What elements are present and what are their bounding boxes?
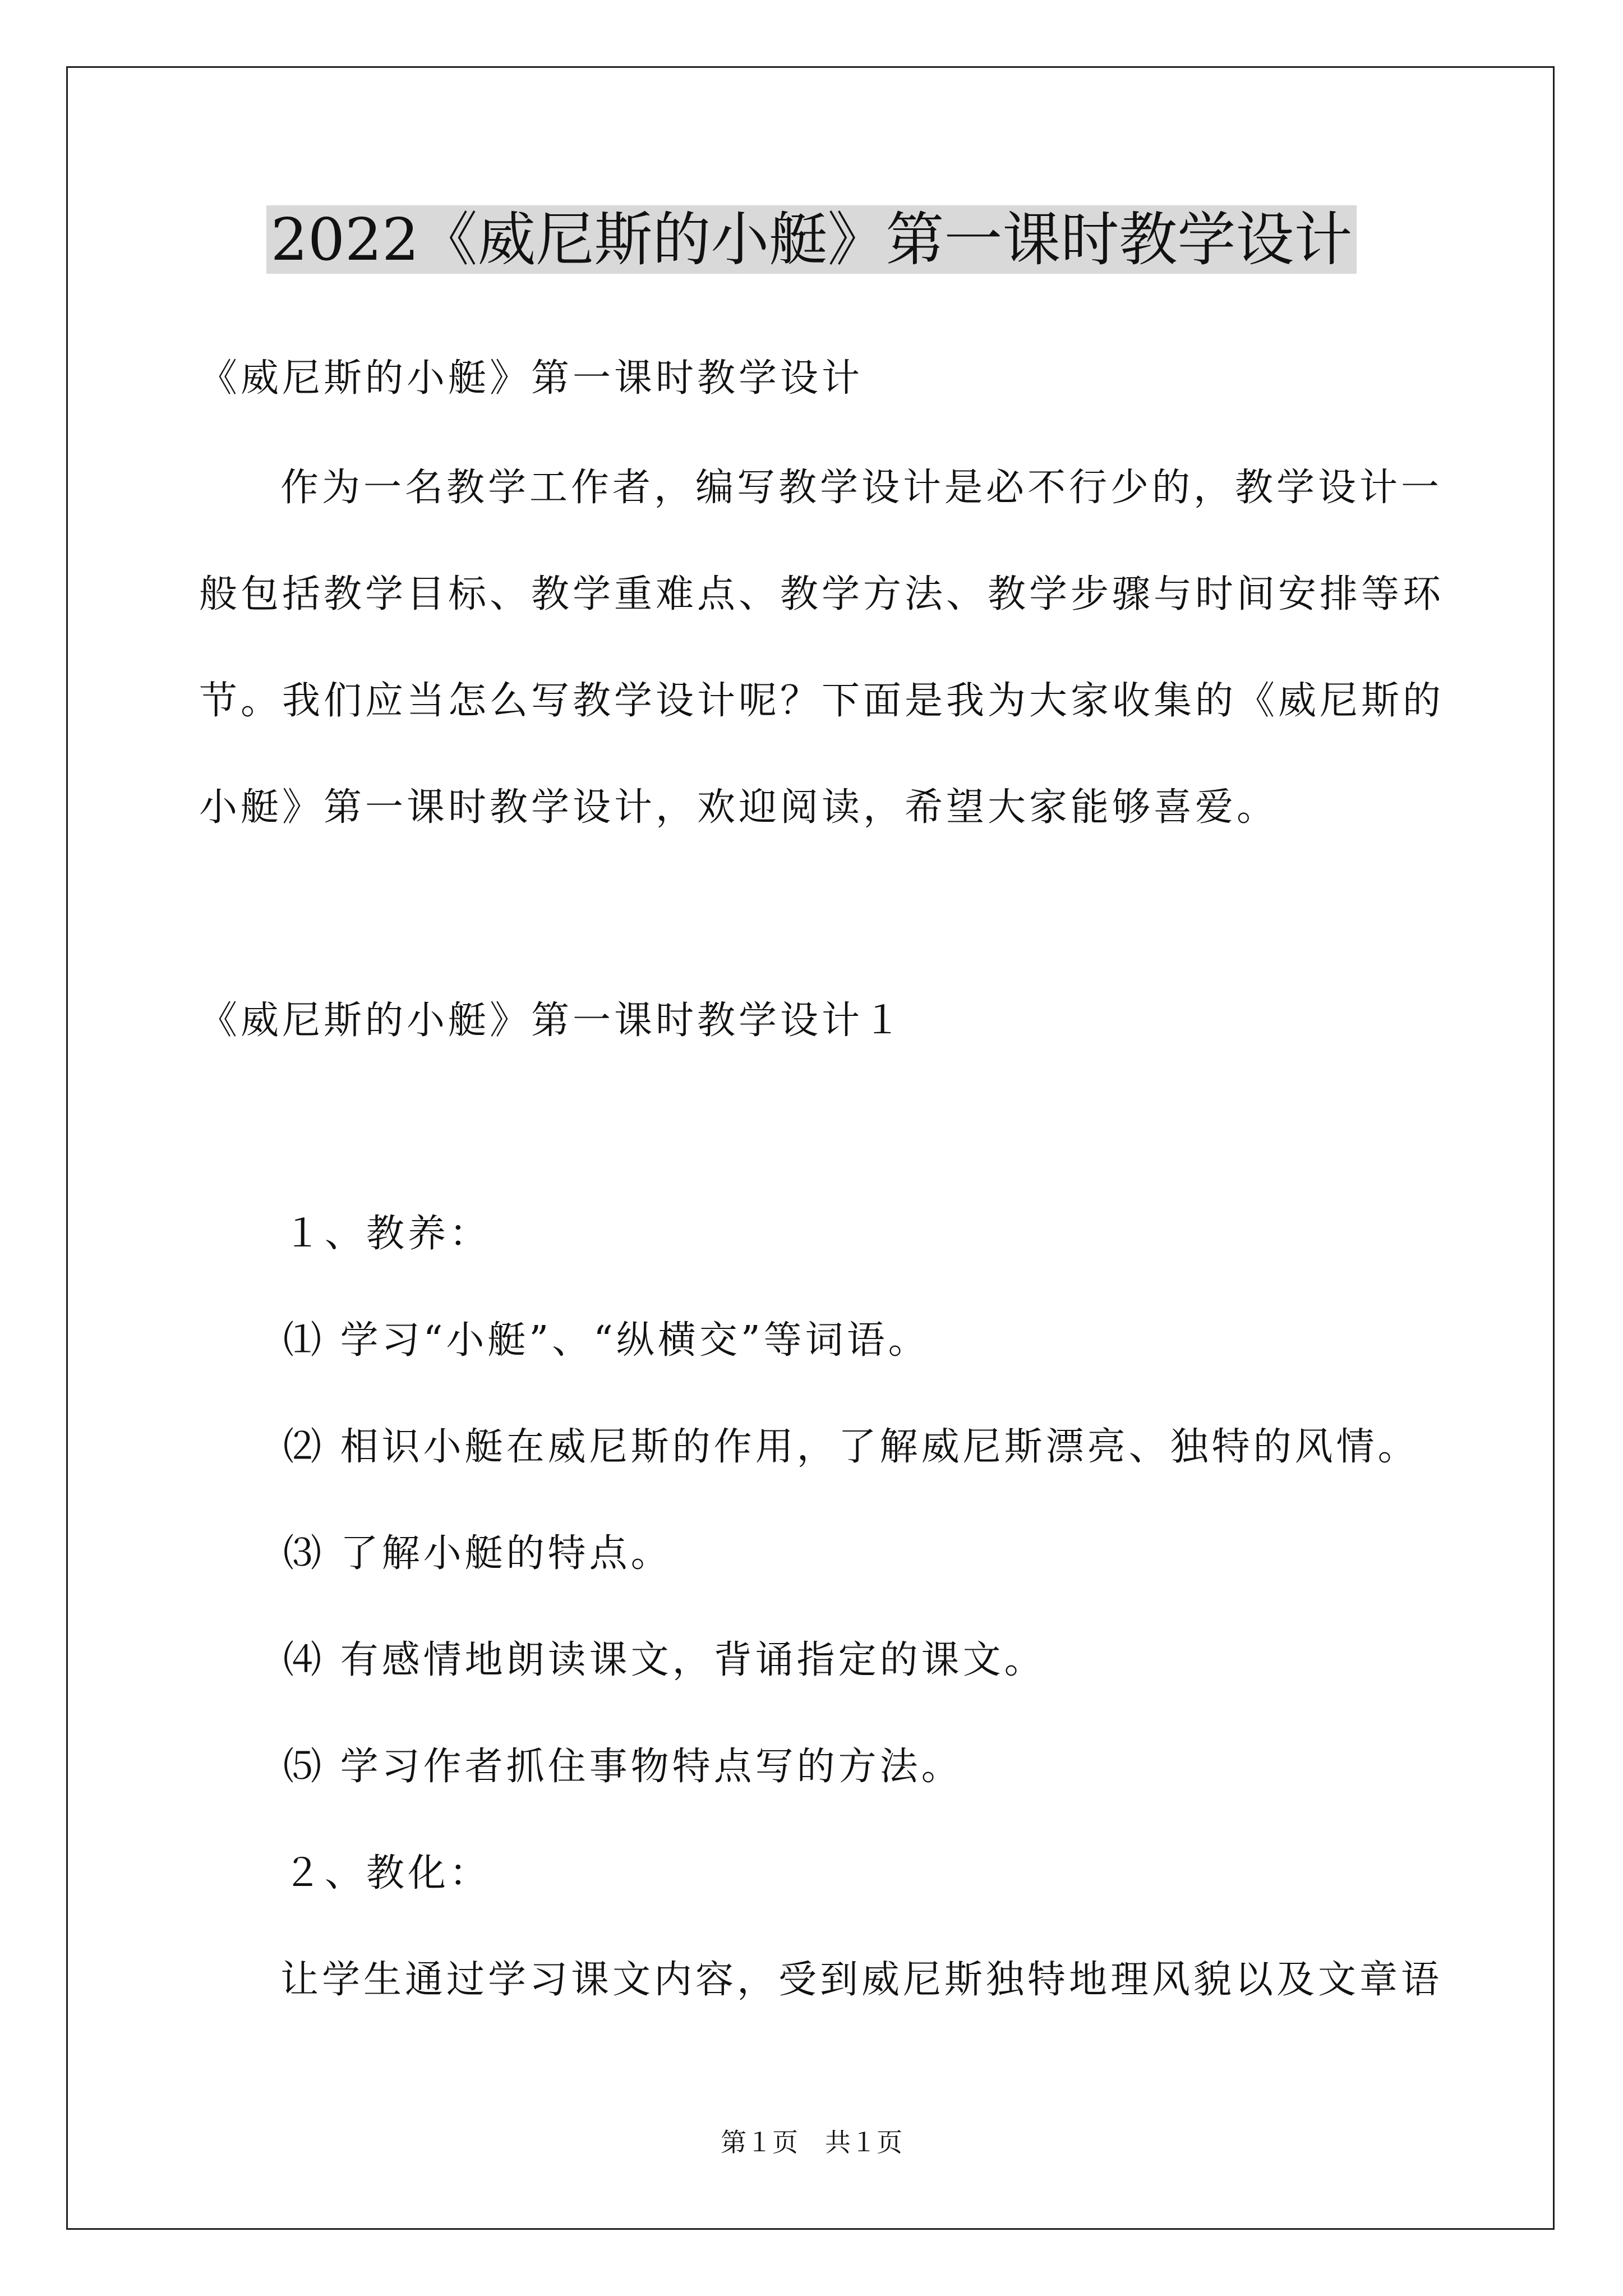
goal2-heading: ２、教化：: [283, 1851, 491, 1895]
goal1-item-4: ⑷ 有感情地朗读课文，背诵指定的课文。: [283, 1638, 1046, 1682]
goal2-text: 让学生通过学习课文内容，受到威尼斯独特地理风貌以及文章语: [280, 1958, 1443, 2002]
intro-line-4: 小艇》第一课时教学设计，欢迎阅读，希望大家能够喜爱。: [199, 785, 1279, 830]
intro-line-2: 般包括教学目标、教学重难点、教学方法、教学步骤与时间安排等环: [199, 572, 1445, 616]
goal1-item-5: ⑸ 学习作者抓住事物特点写的方法。: [283, 1745, 963, 1789]
document-title-text: 2022《威尼斯的小艇》第一课时教学设计: [266, 205, 1357, 274]
page-footer: [0, 2126, 1623, 2160]
subtitle: 《威尼斯的小艇》第一课时教学设计: [199, 356, 864, 401]
page-total: 共１页: [825, 2128, 902, 2157]
goal1-item-2: ⑵ 相识小艇在威尼斯的作用，了解威尼斯漂亮、独特的风情。: [283, 1425, 1419, 1469]
page-number: 第１页: [721, 2128, 798, 2157]
section-heading: 《威尼斯的小艇》第一课时教学设计１: [199, 999, 905, 1043]
goal1-item-3: ⑶ 了解小艇的特点。: [283, 1531, 672, 1576]
document-title: [0, 197, 1623, 282]
intro-line-1: 作为一名教学工作者，编写教学设计是必不行少的，教学设计一: [280, 466, 1443, 510]
goal1-item-1: ⑴ 学习“小艇”、“纵横交”等词语。: [283, 1318, 930, 1363]
intro-line-3: 节。我们应当怎么写教学设计呢？下面是我为大家收集的《威尼斯的: [199, 679, 1445, 723]
goal1-heading: １、教养：: [283, 1212, 491, 1256]
